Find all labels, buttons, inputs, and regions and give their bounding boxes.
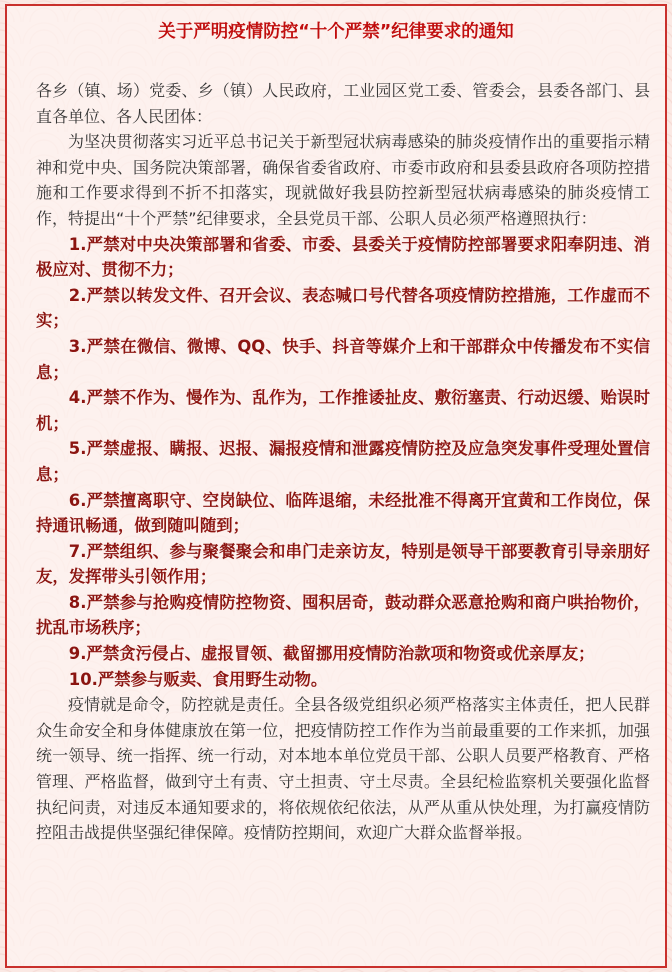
notice-frame bbox=[5, 4, 667, 968]
rule-item: 10.严禁参与贩卖、食用野生动物。 bbox=[68, 669, 328, 689]
rule-item: 3.严禁在微信、微博、QQ、快手、抖音等媒介上和干部群众中传播发布不实信息； bbox=[36, 336, 650, 382]
rule-item: 5.严禁虚报、瞒报、迟报、漏报疫情和泄露疫情防控及应急突发事件受理处置信息； bbox=[36, 439, 650, 484]
rule-item: 6.严禁擅离职守、空岗缺位、临阵退缩，未经批准不得离开宜黄和工作岗位，保持通讯畅通，做到随叫随到； bbox=[36, 490, 650, 536]
rule-item: 8.严禁参与抢购疫情防控物资、囤积居奇，鼓动群众恶意抢购和商户哄抬物价，扰乱市场秩序； bbox=[36, 592, 650, 638]
notice-title: 关于严明疫情防控“十个严禁”纪律要求的通知 bbox=[158, 22, 514, 42]
rule-item: 4.严禁不作为、慢作为、乱作为，工作推诿扯皮、敷衍塞责、行动迟缓、贻误时机； bbox=[36, 388, 650, 433]
closing-paragraph: 疫情就是命令，防控就是责任。全县各级党组织必须严格落实主体责任，把人民群众生命安全和身体健康放在第一位，把疫情防控工作作为当前最重要的工作来抓，加强统一领导、统一指挥、统一行动，对本地本单位党员干部、公职人员要严格教育、严格管理、严格监督，做到守土有责、守土担责、守土尽责。全县纪检监察机关要强化监督执纪问责，对违反本通知要求的，将依规依纪依法，从严从重从快处理，为打赢疫情防控阻击战提供坚强纪律保障。疫情防控期间，欢迎广大群众监督举报。 bbox=[36, 695, 650, 843]
intro-paragraph: 为坚决贯彻落实习近平总书记关于新型冠状病毒感染的肺炎疫情作出的重要指示精神和党中央、国务院决策部署，确保省委省政府、市委市政府和县委县政府各项防控措施和工作要求得到不折不扣落实，现就做好我县防控新型冠状病毒感染的肺炎疫情工作，特提出“十个严禁”纪律要求，全县党员干部、公职人员必须严格遵照执行： bbox=[36, 132, 650, 228]
rule-item: 7.严禁组织、参与聚餐聚会和串门走亲访友，特别是领导干部要教育引导亲朋好友，发挥带头引领作用； bbox=[36, 541, 650, 587]
rule-item: 2.严禁以转发文件、召开会议、表态喊口号代替各项疫情防控措施，工作虚而不实； bbox=[36, 285, 650, 331]
rule-item: 1.严禁对中央决策部署和省委、市委、县委关于疫情防控部署要求阳奉阴违、消极应对、贯彻不力； bbox=[36, 234, 650, 280]
salutation: 各乡（镇、场）党委、乡（镇）人民政府，工业园区党工委、管委会，县委各部门、县直各单位、各人民团体： bbox=[36, 81, 650, 126]
rule-item: 9.严禁贪污侵占、虚报冒领、截留挪用疫情防治款项和物资或优亲厚友； bbox=[68, 644, 595, 664]
notice-body bbox=[36, 78, 650, 846]
